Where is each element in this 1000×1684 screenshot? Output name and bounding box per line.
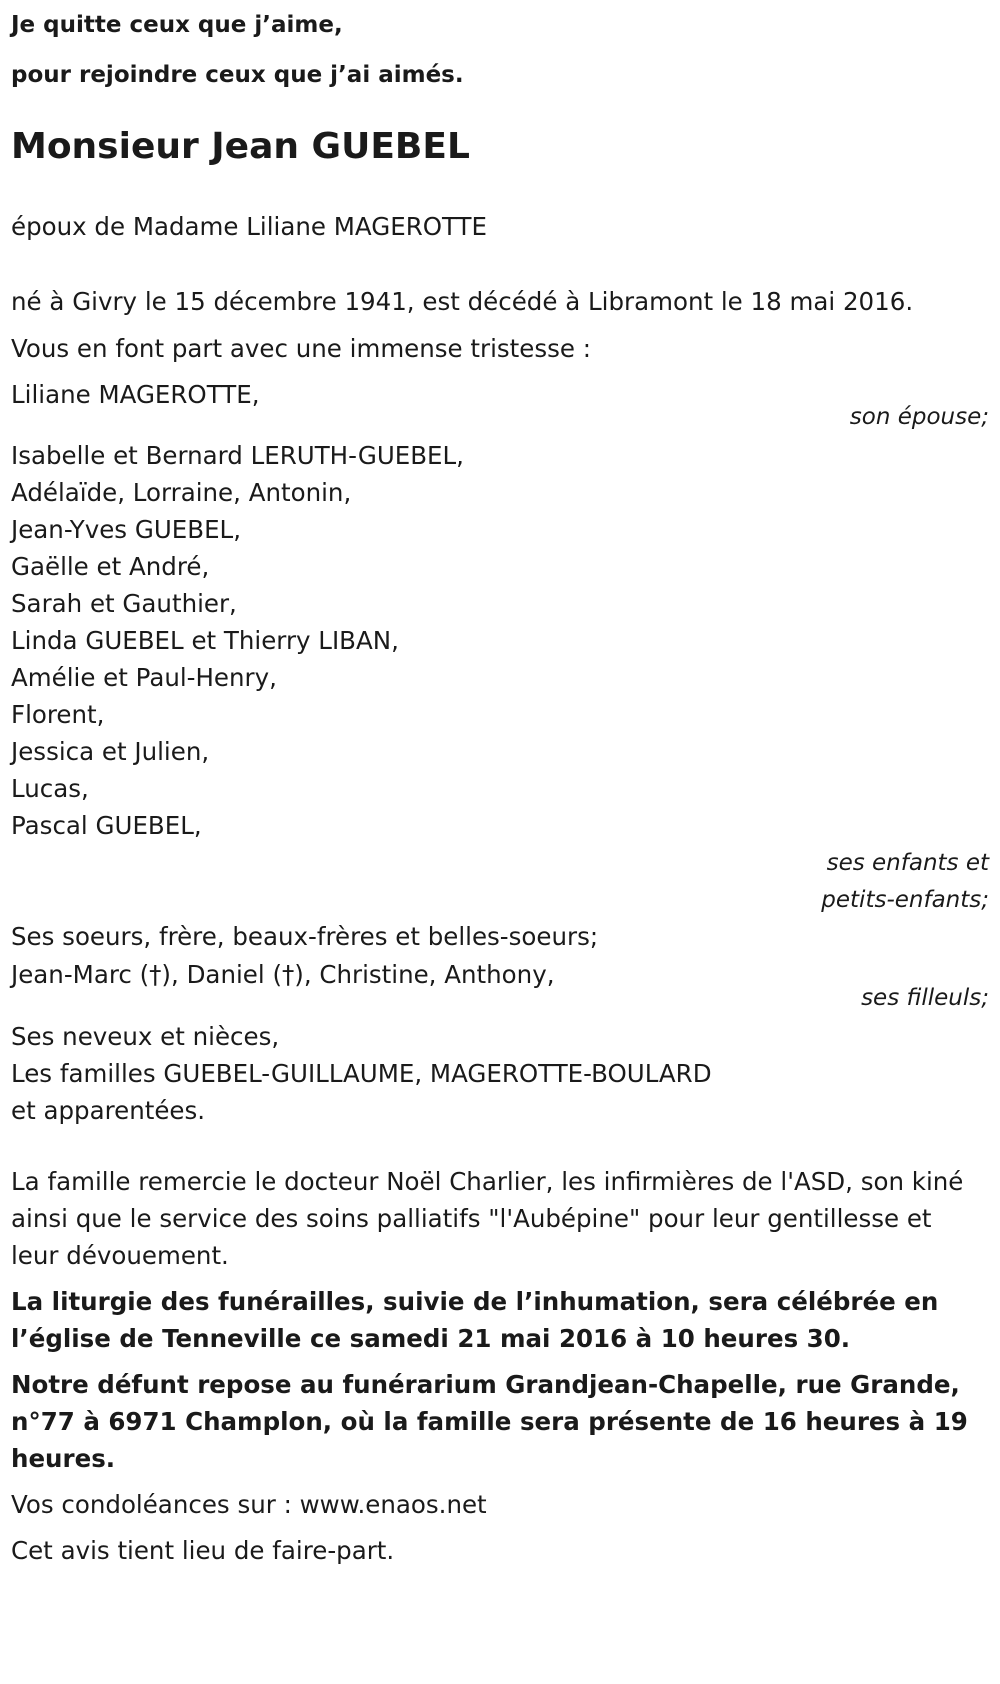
birth-death-line: né à Givry le 15 décembre 1941, est décédé à Libramont le 18 mai 2016.: [11, 287, 914, 316]
list-item: Linda GUEBEL et Thierry LIBAN,: [11, 626, 399, 655]
godchildren-role: ses filleuls;: [861, 985, 989, 1011]
epitaph-line-2: pour rejoindre ceux que j’ai aimés.: [11, 62, 464, 88]
obituary-notice: [11, 0, 989, 1571]
spouse-line: époux de Madame Liliane MAGEROTTE: [11, 212, 487, 241]
liturgy-paragraph: La liturgie des funérailles, suivie de l’inhumation, sera célébrée en l’église de Tenneville ce samedi 21 mai 2016 à 10 heures 30.: [11, 1287, 939, 1353]
children-role-line-1: ses enfants et: [826, 850, 989, 876]
children-list: [11, 437, 989, 844]
other-relatives: [11, 1018, 989, 1129]
thanks-paragraph: La famille remercie le docteur Noël Charlier, les infirmières de l'ASD, son kiné ainsi que le service des soins palliatifs "l'Aubépine" pour leur gentillesse et leur dévouement.: [11, 1167, 964, 1270]
funerarium-paragraph: Notre défunt repose au funérarium Grandjean-Chapelle, rue Grande, n°77 à 6971 Champlon, où la famille sera présente de 16 heures à 19 heures.: [11, 1370, 968, 1473]
list-item: et apparentées.: [11, 1096, 206, 1125]
spouse-name: Liliane MAGEROTTE,: [11, 380, 260, 409]
list-item: Jean-Yves GUEBEL,: [11, 515, 241, 544]
list-item: Sarah et Gauthier,: [11, 589, 237, 618]
list-item: Amélie et Paul-Henry,: [11, 663, 277, 692]
notice-line: Cet avis tient lieu de faire-part.: [11, 1536, 395, 1565]
list-item: Jessica et Julien,: [11, 737, 210, 766]
list-item: Florent,: [11, 700, 105, 729]
deceased-name: Monsieur Jean GUEBEL: [11, 126, 470, 167]
children-role-line-2: petits-enfants;: [821, 887, 989, 913]
list-item: Isabelle et Bernard LERUTH-GUEBEL,: [11, 441, 464, 470]
list-item: Les familles GUEBEL-GUILLAUME, MAGEROTTE-BOULARD: [11, 1059, 712, 1088]
list-item: Lucas,: [11, 774, 89, 803]
condolences-line: Vos condoléances sur : www.enaos.net: [11, 1490, 487, 1519]
godchildren-line: Jean-Marc (†), Daniel (†), Christine, Anthony,: [11, 960, 555, 989]
list-item: Pascal GUEBEL,: [11, 811, 202, 840]
list-item: Adélaïde, Lorraine, Antonin,: [11, 478, 352, 507]
epitaph-line-1: Je quitte ceux que j’aime,: [11, 12, 343, 38]
announcement-line: Vous en font part avec une immense tristesse :: [11, 334, 591, 363]
list-item: Gaëlle et André,: [11, 552, 210, 581]
list-item: Ses neveux et nièces,: [11, 1022, 280, 1051]
spouse-role: son épouse;: [849, 404, 989, 430]
siblings-line: Ses soeurs, frère, beaux-frères et belles-soeurs;: [11, 922, 599, 951]
